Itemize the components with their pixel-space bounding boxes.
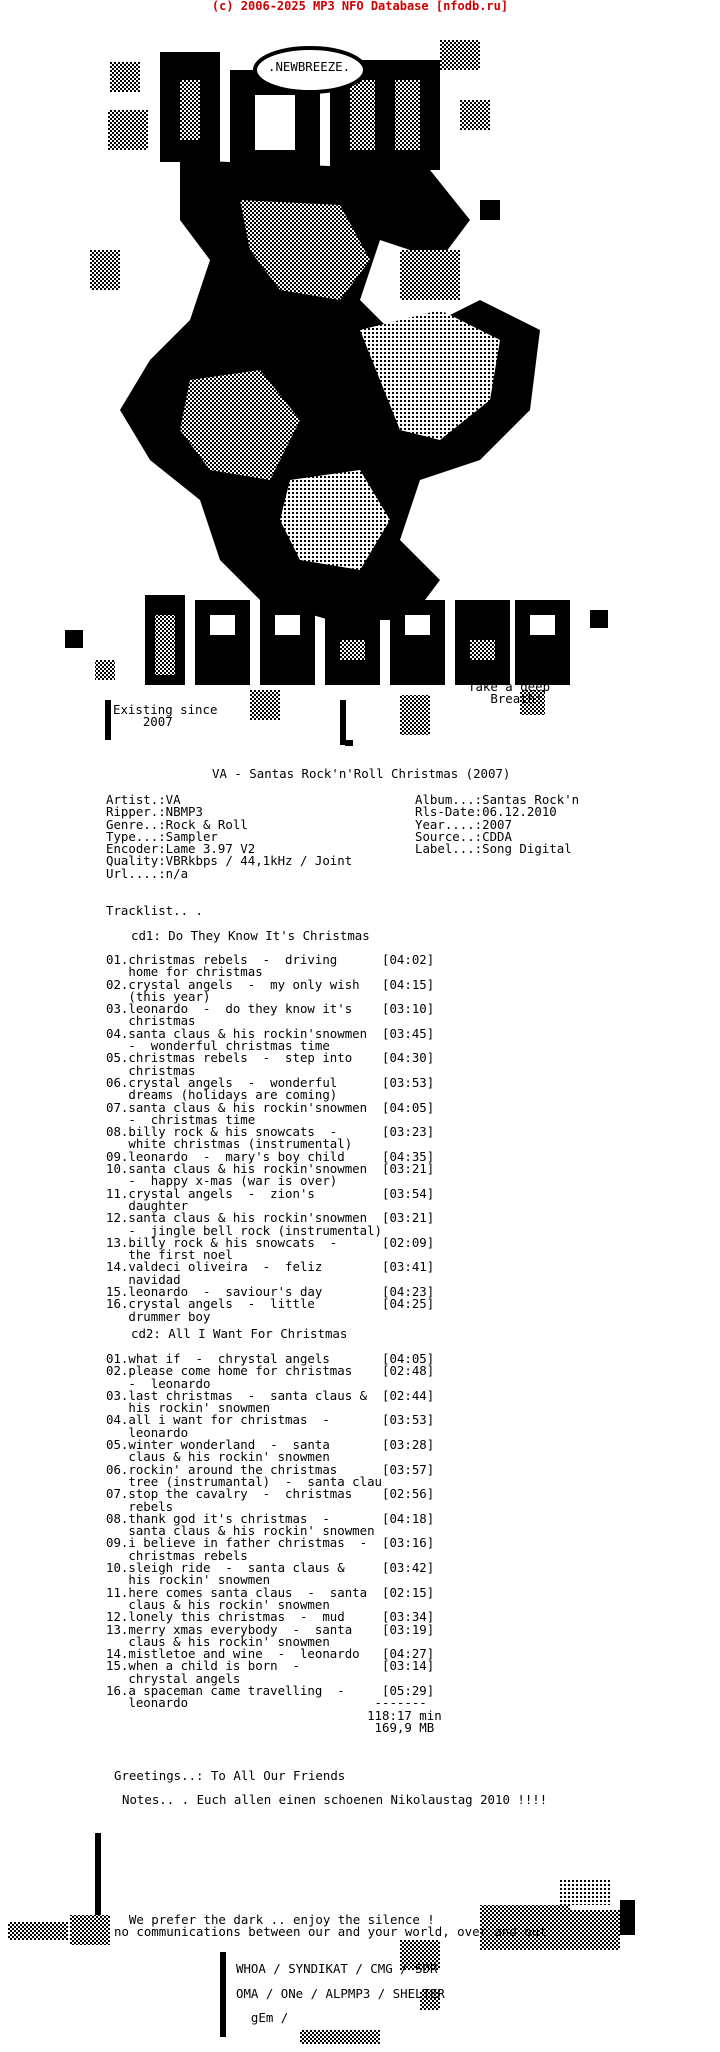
footer-groups: WHOA / SYNDIKAT / CMG / SDR OMA / ONe / ALPMP3 / SHELTER gEm / [236, 1961, 445, 2026]
logo-breeze-letters [145, 595, 570, 685]
greetings: Greetings..: To All Our Friends [114, 1768, 346, 1783]
tracklist-heading: Tracklist.. . [106, 903, 203, 918]
release-info-right: Album...:Santas Rock'n Rls-Date:06.12.2010 Year....:2007 Source..:CDDA Label...:Song Digital [415, 792, 580, 857]
release-title: VA - Santas Rock'n'Roll Christmas (2007) [212, 766, 511, 781]
cd2-tracklist: 01.what if - chrystal angels [04:05] 02.please come home for christmas [02:48] - leonardo 03.last christmas - santa claus & [02:44] his rockin' snowmen 04.all i want for christmas - [03:53] leonardo 05.winter wonderland - santa [03:28] claus & his rockin' snowmen 06.rockin' around the christmas [03:57] tree (instrumantal) - santa clau 07.stop the cavalry - christmas [02:56] rebels 08.thank god it's christmas - [04:18] santa claus & his rockin' snowmen 09.i believe in father christmas - [03:16] christmas rebels 10.sleigh ride - santa claus & [03:42] his rockin' snowmen 11.here comes santa claus - santa [02:15] claus & his rockin' snowmen 12.lonely this christmas - mud [03:34] 13.merry xmas everybody - santa [03:19] claus & his rockin' snowmen 14.mistletoe and wine - leonardo [04:27] 15.when a child is born - [03:14] chrystal angels 16.a spaceman came travelling - [05:29] leonardo ------- 118:17 min 169,9 MB [106, 1351, 442, 1735]
notes: Notes.. . Euch allen einen schoenen Nikolaustag 2010 !!!! [122, 1792, 548, 1807]
cd1-tracklist: 01.christmas rebels - driving [04:02] home for christmas 02.crystal angels - my only wish [04:15] (this year) 03.leonardo - do they know it's [03:10] christmas 04.santa claus & his rockin'snowmen [03:45] - wonderful christmas time 05.christmas rebels - step into [04:30] christmas 06.crystal angels - wonderful [03:53] dreams (holidays are coming) 07.santa claus & his rockin'snowmen [04:05] - christmas time 08.billy rock & his snowcats - [03:23] white christmas (instrumental) 09.leonardo - mary's boy child [04:35] 10.santa claus & his rockin'snowmen [03:21] - happy x-mas (war is over) 11.crystal angels - zion's [03:54] daughter 12.santa claus & his rockin'snowmen [03:21] - jingle bell rock (instrumental) 13.billy rock & his snowcats - [02:09] the first noel 14.valdeci oliveira - feliz [03:41] navidad 15.leonardo - saviour's day [04:23] 16.crystal angels - little [04:25] drummer boy [106, 952, 435, 1324]
site-header: (c) 2006-2025 MP3 NFO Database [nfodb.ru] [211, 0, 509, 13]
cd2-title: cd2: All I Want For Christmas [131, 1326, 348, 1341]
logo-brand-text: .NEWBREEZE. [268, 59, 351, 74]
release-info-left: Artist.:VA Ripper.:NBMP3 Genre..:Rock & Roll Type...:Sampler Encoder:Lame 3.97 V2 Quality:VBRkbps / 44,1kHz / Joint Url....:n/a [106, 792, 353, 881]
footer-motto: We prefer the dark .. enjoy the silence ! no communications between our and your world, over and out [114, 1912, 547, 1940]
existing-since-text: Existing since 2007 [113, 702, 218, 730]
cd1-title: cd1: Do They Know It's Christmas [131, 928, 370, 943]
take-breath-text: Take a deep Breath! [468, 679, 551, 707]
figure-body [120, 160, 540, 620]
